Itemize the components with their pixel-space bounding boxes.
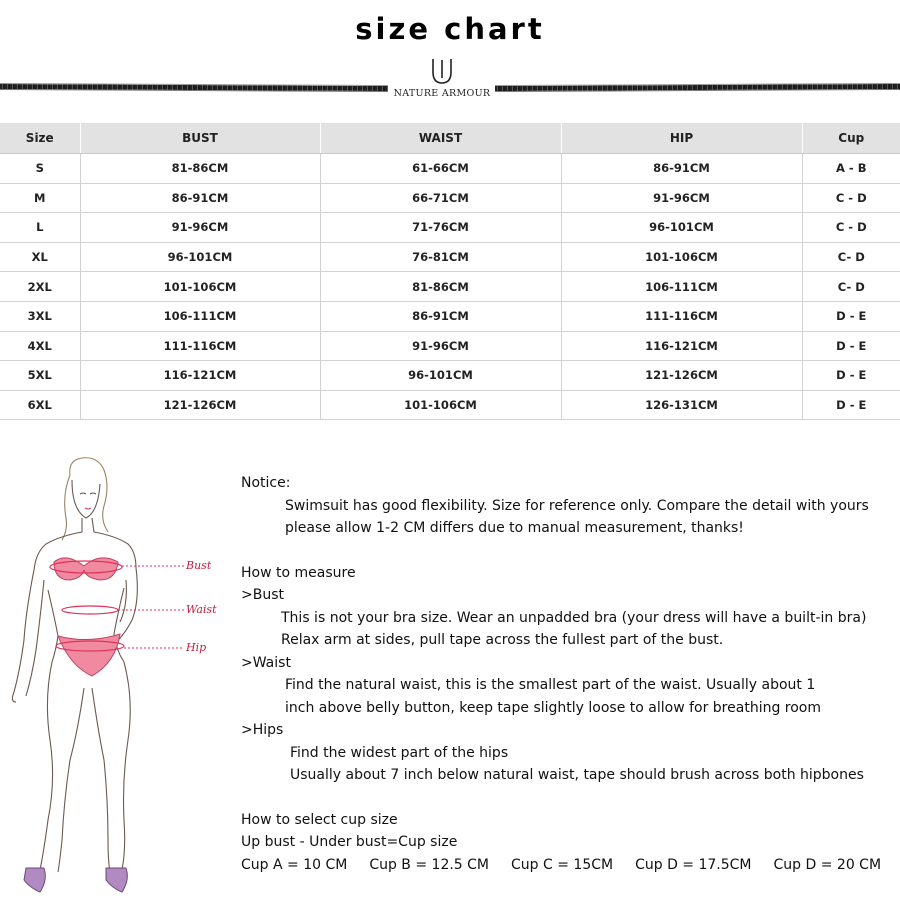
cell-hip: 121-126CM	[561, 361, 802, 391]
bust-line: Relax arm at sides, pull tape across the fullest part of the bust.	[281, 632, 724, 648]
cup-size-list	[241, 854, 896, 877]
cell-hip: 101-106CM	[561, 242, 802, 272]
cell-hip: 116-121CM	[561, 331, 802, 361]
cell-hip: 91-96CM	[561, 183, 802, 213]
cell-size: 3XL	[0, 301, 80, 331]
cell-cup: D - E	[802, 301, 900, 331]
cell-cup: C - D	[802, 183, 900, 213]
cell-cup: D - E	[802, 331, 900, 361]
cell-waist: 66-71CM	[320, 183, 561, 213]
cell-cup: C- D	[802, 272, 900, 302]
cell-hip: 96-101CM	[561, 213, 802, 243]
notice-line: please allow 1-2 CM differs due to manual measurement, thanks!	[285, 520, 744, 536]
cell-size: 4XL	[0, 331, 80, 361]
cell-bust: 101-106CM	[80, 272, 320, 302]
table-row	[0, 390, 900, 420]
cup-formula: Up bust - Under bust=Cup size	[241, 834, 458, 850]
table-row	[0, 154, 900, 184]
bust-line: This is not your bra size. Wear an unpadded bra (your dress will have a built-in bra)	[281, 609, 867, 626]
cell-bust: 106-111CM	[80, 301, 320, 331]
size-table	[0, 123, 900, 420]
brand-name: NATURE ARMOUR	[393, 88, 491, 99]
cell-size: XL	[0, 242, 80, 272]
cup-size-item: Cup C = 15CM	[511, 856, 614, 873]
cell-waist: 91-96CM	[320, 331, 561, 361]
cell-bust: 91-96CM	[80, 213, 320, 243]
column-header-cup: Cup	[802, 123, 900, 154]
notice-title: Notice:	[241, 475, 291, 491]
cell-bust: 116-121CM	[80, 361, 320, 391]
cell-cup: D - E	[802, 390, 900, 420]
waist-line: Find the natural waist, this is the smallest part of the waist. Usually about 1	[285, 677, 816, 693]
waist-label: Waist	[186, 603, 217, 616]
column-header-waist: WAIST	[320, 123, 561, 154]
page-title: size chart	[355, 12, 545, 46]
cell-size: S	[0, 154, 80, 184]
cell-size: M	[0, 183, 80, 213]
cell-bust: 96-101CM	[80, 242, 320, 272]
cell-bust: 86-91CM	[80, 183, 320, 213]
waist-line: inch above belly button, keep tape slightly loose to allow for breathing room	[285, 699, 822, 716]
table-row	[0, 361, 900, 391]
cell-size: L	[0, 213, 80, 243]
cup-size-item: Cup D = 17.5CM	[635, 856, 752, 873]
cell-cup: A - B	[802, 154, 900, 184]
header-divider-left	[0, 83, 388, 92]
cell-size: 5XL	[0, 361, 80, 391]
waist-title: >Waist	[241, 654, 291, 671]
brand-mark-icon	[427, 56, 457, 86]
notice-line: Swimsuit has good flexibility. Size for reference only. Compare the detail with yours	[285, 497, 869, 514]
cell-hip: 111-116CM	[561, 301, 802, 331]
cup-size-item: Cup A = 10 CM	[241, 856, 348, 873]
brand-logo	[390, 56, 494, 99]
measurement-figure	[0, 440, 230, 900]
cell-bust: 111-116CM	[80, 331, 320, 361]
cell-waist: 76-81CM	[320, 242, 561, 272]
cell-bust: 81-86CM	[80, 154, 320, 184]
cell-hip: 86-91CM	[561, 154, 802, 184]
column-header-bust: BUST	[80, 123, 320, 154]
table-row	[0, 272, 900, 302]
hips-line: Usually about 7 inch below natural waist, tape should brush across both hipbones	[290, 767, 864, 783]
bust-label: Bust	[186, 559, 212, 572]
notes-section	[241, 472, 896, 876]
table-row	[0, 331, 900, 361]
hips-title: >Hips	[241, 722, 284, 738]
cell-waist: 61-66CM	[320, 154, 561, 184]
cell-cup: C - D	[802, 213, 900, 243]
table-row	[0, 183, 900, 213]
bust-title: >Bust	[241, 587, 284, 603]
hip-label: Hip	[186, 641, 207, 654]
table-row	[0, 242, 900, 272]
cell-waist: 96-101CM	[320, 361, 561, 391]
header-divider-right	[495, 83, 900, 92]
cell-hip: 106-111CM	[561, 272, 802, 302]
cell-waist: 81-86CM	[320, 272, 561, 302]
cell-bust: 121-126CM	[80, 390, 320, 420]
cell-cup: C- D	[802, 242, 900, 272]
measure-title: How to measure	[241, 564, 356, 581]
cell-size: 2XL	[0, 272, 80, 302]
cup-title: How to select cup size	[241, 811, 398, 828]
cell-size: 6XL	[0, 390, 80, 420]
cell-waist: 101-106CM	[320, 390, 561, 420]
hips-line: Find the widest part of the hips	[290, 744, 509, 761]
cup-size-item: Cup D = 20 CM	[773, 856, 882, 873]
cell-waist: 86-91CM	[320, 301, 561, 331]
table-header-row	[0, 123, 900, 154]
column-header-size: Size	[0, 123, 80, 154]
cell-hip: 126-131CM	[561, 390, 802, 420]
table-row	[0, 301, 900, 331]
body-illustration	[0, 440, 230, 900]
cell-cup: D - E	[802, 361, 900, 391]
cell-waist: 71-76CM	[320, 213, 561, 243]
cup-size-item: Cup B = 12.5 CM	[369, 856, 490, 873]
table-row	[0, 213, 900, 243]
column-header-hip: HIP	[561, 123, 802, 154]
